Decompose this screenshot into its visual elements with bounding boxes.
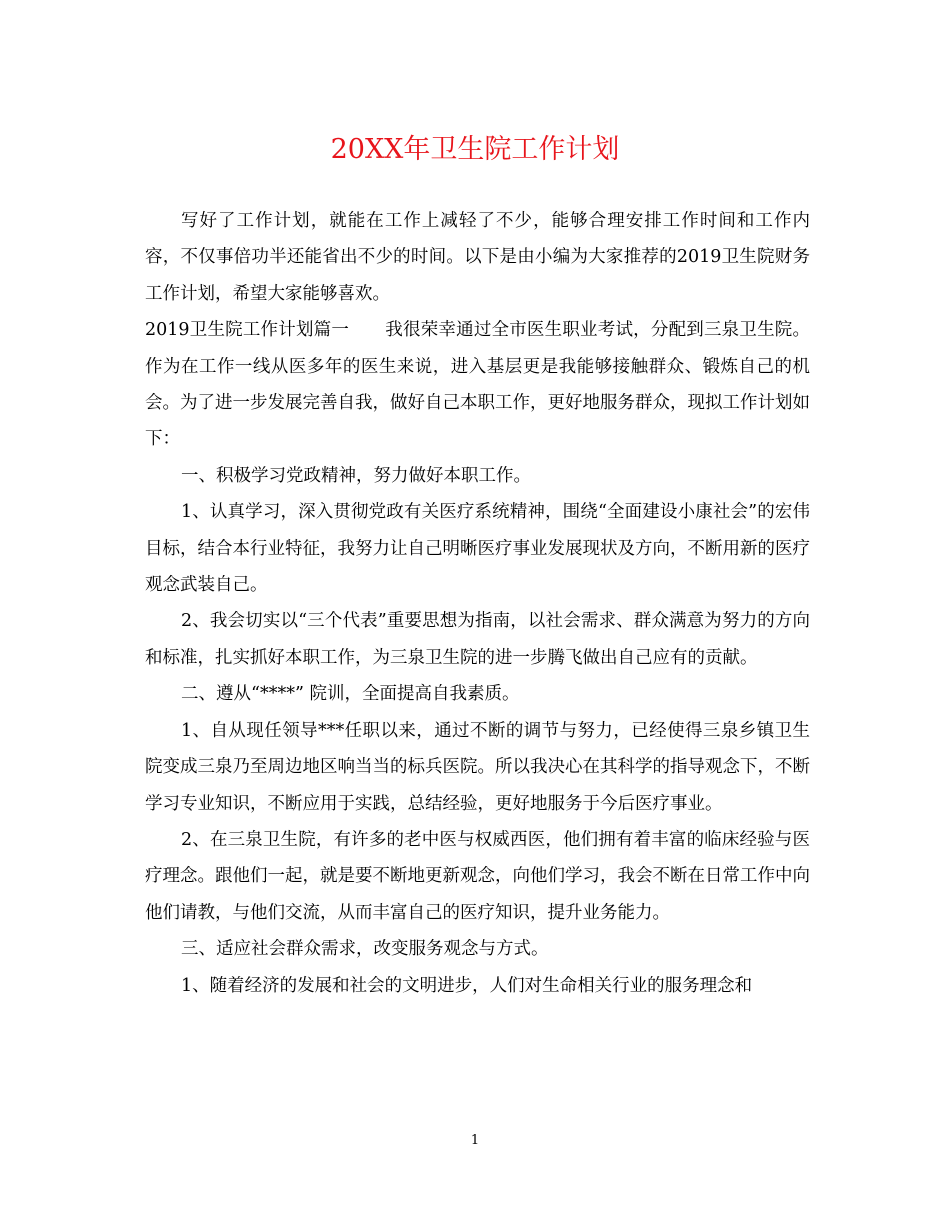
section-one-heading: 一、积极学习党政精神，努力做好本职工作。 <box>181 465 531 486</box>
document-title: 20XX年卫生院工作计划 <box>330 134 620 165</box>
section-heading: 2019卫生院工作计划篇一 <box>145 320 350 341</box>
plan-intro-paragraph <box>145 312 810 458</box>
document-body <box>145 203 810 1004</box>
section-two-item-2: 2、在三泉卫生院，有许多的老中医与权威西医，他们拥有着丰富的临床经验与医疗理念。跟他们一起，就是要不断地更新观念，向他们学习，我会不断在日常工作中向他们请教，与他们交流，从而丰富自己的医疗知识，提升业务能力。 <box>145 829 810 923</box>
section-one-item-2: 2、我会切实以“三个代表”重要思想为指南，以社会需求、群众满意为努力的方向和标准，扎实抓好本职工作，为三泉卫生院的进一步腾飞做出自己应有的贡献。 <box>145 611 810 668</box>
section-two-heading: 二、遵从“****” 院训，全面提高自我素质。 <box>181 684 520 705</box>
plan-intro-text: 我很荣幸通过全市医生职业考试，分配到三泉卫生院。作为在工作一线从医多年的医生来说，进入基层更是我能够接触群众、锻炼自己的机会。为了进一步发展完善自我，做好自己本职工作，更好地服务群众，现拟工作计划如下： <box>145 320 811 450</box>
intro-paragraph: 写好了工作计划，就能在工作上减轻了不少，能够合理安排工作时间和工作内容，不仅事倍功半还能省出不少的时间。以下是由小编为大家推荐的2019卫生院财务工作计划，希望大家能够喜欢。 <box>145 211 810 304</box>
section-two-item-1: 1、自从现任领导***任职以来，通过不断的调节与努力，已经使得三泉乡镇卫生院变成三泉乃至周边地区响当当的标兵医院。所以我决心在其科学的指导观念下，不断学习专业知识，不断应用于实践，总结经验，更好地服务于今后医疗事业。 <box>145 720 810 814</box>
section-one-item-1: 1、认真学习，深入贯彻党政有关医疗系统精神，围绕“全面建设小康社会”的宏伟目标，结合本行业特征，我努力让自己明晰医疗事业发展现状及方向，不断用新的医疗观念武装自己。 <box>145 502 810 596</box>
page-number: 1 <box>470 1133 480 1148</box>
section-three-item-1: 1、随着经济的发展和社会的文明进步，人们对生命相关行业的服务理念和 <box>181 975 753 996</box>
section-three-heading: 三、适应社会群众需求，改变服务观念与方式。 <box>181 939 549 960</box>
